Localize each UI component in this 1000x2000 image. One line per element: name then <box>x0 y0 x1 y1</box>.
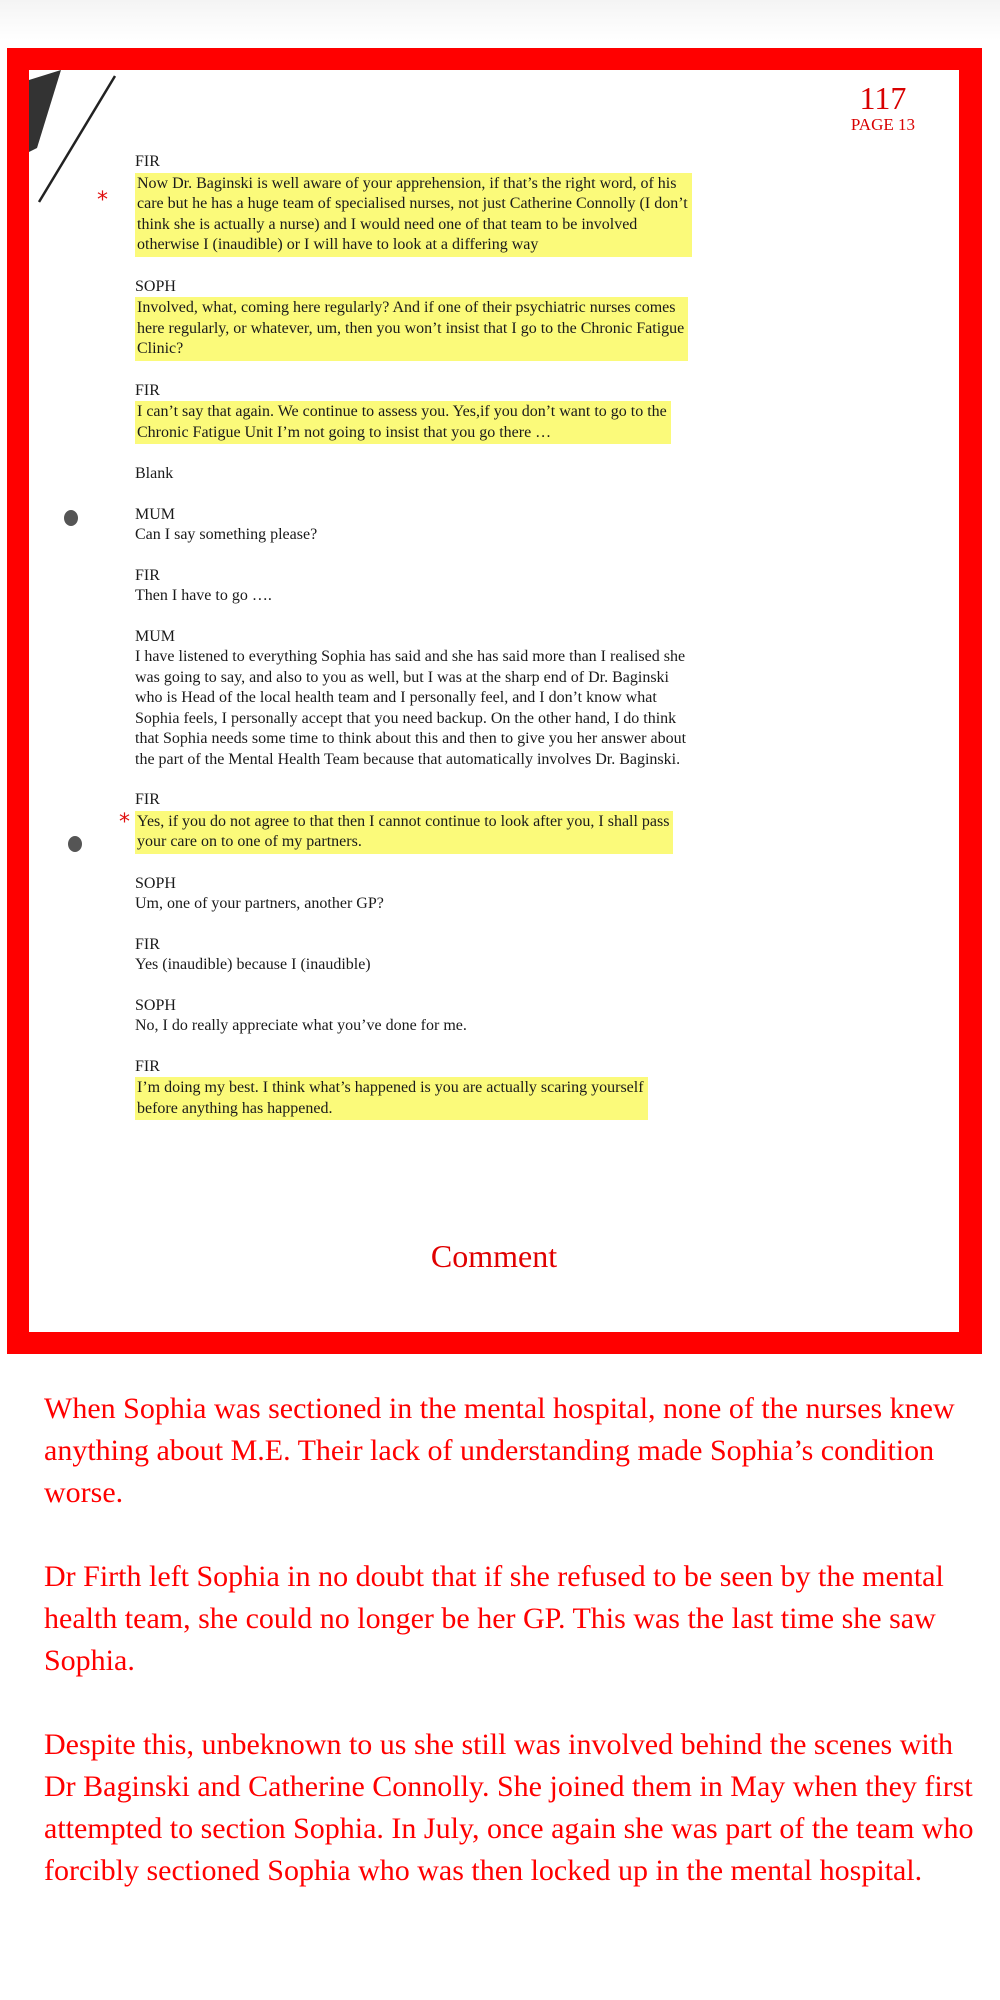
dialogue-line: Can I say something please? <box>135 526 318 543</box>
page-number <box>851 82 915 133</box>
speaker-label: MUM <box>135 505 176 523</box>
speaker-label: FIR <box>135 381 160 399</box>
dialogue-entry <box>135 381 815 445</box>
highlighted-passage <box>135 401 671 444</box>
dialogue-entry <box>135 277 815 361</box>
dialogue-line: care but he has a huge team of specialised nurses, not just Catherine Connolly (I don’t <box>137 195 688 212</box>
dialogue-entry <box>135 627 815 771</box>
dialogue-line: I can’t say that again. We continue to assess you. Yes,if you don’t want to go to the <box>137 403 667 420</box>
commentary-paragraph: Dr Firth left Sophia in no doubt that if she refused to be seen by the mental health team, she could no longer be her GP. This was the last time she saw Sophia. <box>44 1560 944 1677</box>
corner-shadow <box>29 70 61 152</box>
dialogue-line: Involved, what, coming here regularly? And if one of their psychiatric nurses comes <box>137 299 676 316</box>
dialogue-line: that Sophia needs some time to think about this and then to give you her answer about <box>135 730 687 747</box>
dialogue-line: I have listened to everything Sophia has said and she has said more than I realised she <box>135 648 686 665</box>
page-number-label: PAGE 13 <box>850 115 915 134</box>
dialogue-line: was going to say, and also to you as well, but I was at the sharp end of Dr. Baginski <box>135 668 669 686</box>
dialogue-line: Chronic Fatigue Unit I’m not going to insist that you go there … <box>137 423 552 441</box>
dialogue-line: your care on to one of my partners. <box>137 833 362 850</box>
corner-scan-mark <box>29 70 139 213</box>
dialogue-line: otherwise I (inaudible) or I will have to look at a differing way <box>137 236 539 253</box>
comment-heading: Comment <box>430 1238 558 1274</box>
dialogue-line: before anything has happened. <box>137 1099 333 1117</box>
dialogue-entry <box>135 464 815 485</box>
document-frame <box>7 48 982 1354</box>
red-asterisk-marker: * <box>97 188 108 213</box>
highlighted-passage <box>135 297 688 361</box>
dialogue-line: who is Head of the local health team and I personally feel, and I don’t know what <box>135 689 657 706</box>
dialogue-entry <box>119 790 815 854</box>
hole-punch-dot <box>64 510 78 526</box>
highlighted-passage <box>135 1077 648 1120</box>
commentary-paragraph: Despite this, unbeknown to us she still was involved behind the scenes with Dr Baginski and Catherine Connolly. She joined them in May when they first attempted to section Sophia. In July, once again she was part of the team who forcibly sectioned Sophia who was then locked up in the mental hospital. <box>44 1728 974 1887</box>
dialogue-entry <box>97 152 815 257</box>
speaker-label: MUM <box>135 627 176 645</box>
speaker-label: FIR <box>135 791 160 808</box>
dialogue-entry <box>135 874 815 915</box>
dialogue-line: No, I do really appreciate what you’ve done for me. <box>135 1017 467 1034</box>
speaker-label: SOPH <box>135 277 176 295</box>
dialogue-line: think she is actually a nurse) and I would need one of that team to be involved <box>137 215 638 233</box>
dialogue-entry <box>135 996 815 1037</box>
speaker-label: FIR <box>135 153 160 170</box>
dialogue-line: the part of the Mental Health Team because that automatically involves Dr. Baginski. <box>135 750 681 768</box>
dialogue-line: I’m doing my best. I think what’s happened is you are actually scaring yourself <box>137 1079 644 1096</box>
dialogue-entry <box>135 566 815 607</box>
speaker-label: FIR <box>135 935 160 953</box>
speaker-label: FIR <box>135 566 160 584</box>
highlighted-passage <box>135 173 692 257</box>
dialogue-line: here regularly, or whatever, um, then you won’t insist that I go to the Chronic Fatigue <box>137 319 685 337</box>
dialogue-line: Clinic? <box>137 340 184 357</box>
scanned-transcript-page <box>29 70 959 1332</box>
red-asterisk-marker: * <box>119 810 130 835</box>
commentary-paragraph: When Sophia was sectioned in the mental hospital, none of the nurses knew anything about M.E. Their lack of understanding made Sophia’s condition worse. <box>44 1392 955 1509</box>
commentary-text <box>44 1388 974 1934</box>
dialogue-line: Now Dr. Baginski is well aware of your apprehension, if that’s the right word, of his <box>137 174 677 192</box>
dialogue-line: Then I have to go …. <box>135 587 272 604</box>
hole-punch-dot <box>68 836 82 852</box>
dialogue-entry <box>135 935 815 976</box>
dialogue-entry <box>135 505 815 546</box>
top-edge <box>0 0 1000 40</box>
speaker-label: SOPH <box>135 996 176 1014</box>
dialogue-entry <box>135 1057 815 1121</box>
page-number-value: 117 <box>859 80 907 116</box>
blank-marker: Blank <box>135 465 174 482</box>
dialogue-line: Um, one of your partners, another GP? <box>135 895 384 912</box>
transcript-dialogue <box>97 152 815 1140</box>
dialogue-line: Yes (inaudible) because I (inaudible) <box>135 956 371 973</box>
dialogue-line: Yes, if you do not agree to that then I cannot continue to look after you, I shall pass <box>137 812 670 830</box>
speaker-label: SOPH <box>135 874 176 892</box>
speaker-label: FIR <box>135 1057 160 1075</box>
highlighted-passage <box>135 811 673 854</box>
dialogue-line: Sophia feels, I personally accept that you need backup. On the other hand, I do think <box>135 709 677 727</box>
